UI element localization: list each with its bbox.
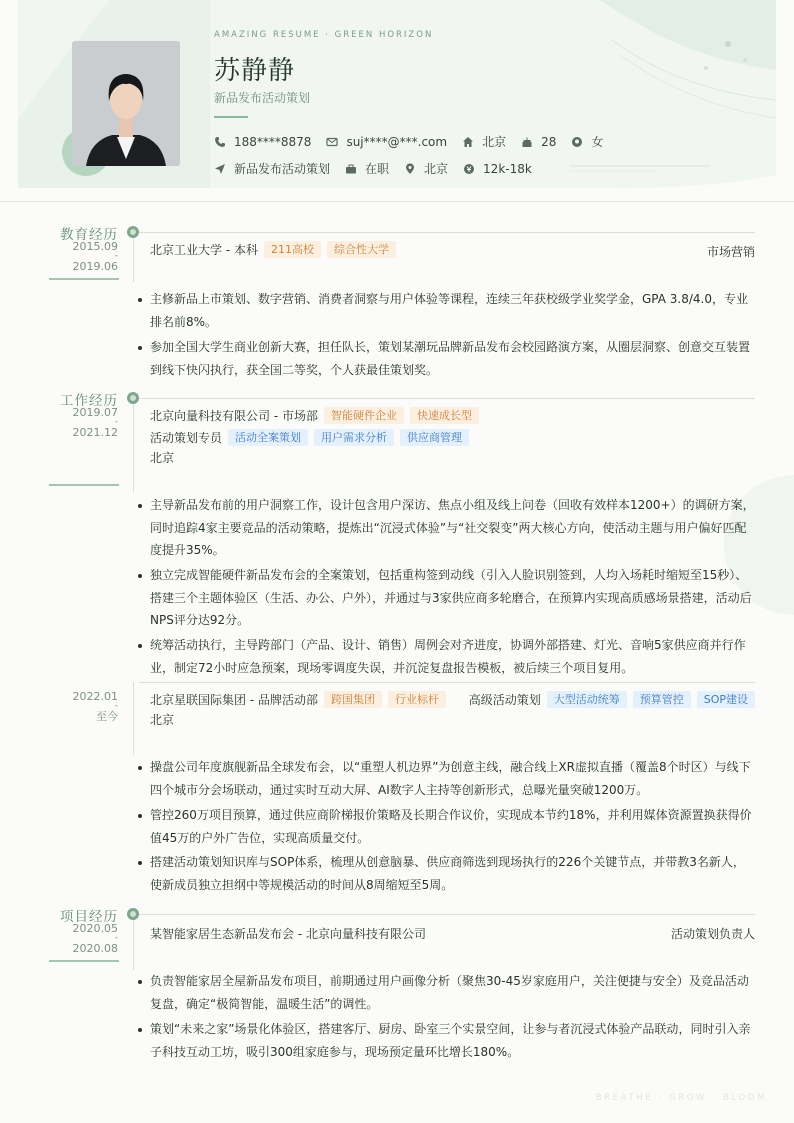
status-item bbox=[345, 160, 389, 177]
work-job2-position-row bbox=[469, 691, 755, 708]
work-underline bbox=[49, 484, 119, 486]
work-job2-company-row bbox=[150, 691, 446, 708]
phone-item bbox=[214, 135, 311, 149]
work-rule bbox=[139, 398, 755, 399]
email-item bbox=[326, 135, 447, 149]
briefcase-icon bbox=[345, 163, 357, 175]
education-timeline-node bbox=[127, 226, 139, 238]
job-intent-row bbox=[214, 160, 547, 177]
cake-icon bbox=[521, 136, 533, 148]
project-bullet: 策划“未来之家”场景化体验区，搭建客厅、厨房、卧室三个实景空间，让参与者沉浸式体验产品联动，同时引入亲子科技互动工坊，吸引300组家庭参与，现场预定量环比增长180%。 bbox=[138, 1018, 756, 1063]
gender-item bbox=[571, 133, 603, 150]
work-job2-date-separator: - bbox=[114, 701, 118, 711]
work-job1-company-tag: 快速成长型 bbox=[410, 407, 479, 424]
education-tag: 211高校 bbox=[264, 241, 321, 258]
project-bullet: 负责智能家居全屋新品发布项目，前期通过用户画像分析（聚焦30-45岁家庭用户，关注便捷与安全）及竞品活动复盘，确定“极简智能，温暖生活”的调性。 bbox=[138, 970, 756, 1015]
education-timeline-line bbox=[133, 238, 134, 282]
project-dates bbox=[36, 923, 118, 954]
salary-text: 12k-18k bbox=[483, 161, 532, 176]
email-text: suj****@***.com bbox=[346, 134, 448, 149]
project-name: 某智能家居生态新品发布会 - 北京向量科技有限公司 bbox=[150, 927, 426, 941]
work-job2-skill-tag: 预算管控 bbox=[633, 691, 691, 708]
work-job1-company: 北京向量科技有限公司 - 市场部 bbox=[150, 409, 318, 423]
mail-icon bbox=[326, 136, 338, 148]
education-date-start: 2015.09 bbox=[72, 240, 118, 253]
salary-item bbox=[463, 162, 532, 176]
work-job1-bullet: 主导新品发布前的用户洞察工作，设计包含用户深访、焦点小组及线上问卷（回收有效样本1200+）的调研方案，同时追踪4家主要竞品的活动策略，提炼出“沉浸式体验”与“社交裂变”两大核心方向，使活动主题与用户偏好匹配度提升35%。 bbox=[138, 494, 756, 562]
project-rule bbox=[139, 914, 755, 915]
project-date-end: 2020.08 bbox=[72, 942, 118, 955]
education-major: 市场营销 bbox=[706, 245, 755, 259]
phone-icon bbox=[214, 136, 226, 148]
intent-city-text: 北京 bbox=[424, 162, 449, 176]
education-section-title: 教育经历 bbox=[60, 227, 118, 243]
work-job2-skill-tag: SOP建设 bbox=[697, 691, 755, 708]
phone-text: 188****8878 bbox=[234, 134, 312, 149]
location-pin-icon bbox=[404, 163, 416, 175]
work-job2-city: 北京 bbox=[150, 713, 175, 727]
project-timeline-line bbox=[133, 920, 134, 970]
age-item bbox=[521, 135, 556, 149]
resume-tagline: AMAZING RESUME · GREEN HORIZON bbox=[214, 30, 434, 40]
work-job1-city: 北京 bbox=[150, 451, 175, 465]
work-job1-date-end: 2021.12 bbox=[72, 426, 118, 439]
work-job1-date-separator: - bbox=[114, 417, 118, 427]
home-item bbox=[462, 133, 506, 150]
work-job2-date-start: 2022.01 bbox=[72, 690, 118, 703]
work-job2-position: 高级活动策划 bbox=[468, 693, 541, 707]
education-date-separator: - bbox=[114, 251, 118, 261]
work-job2-dates bbox=[36, 691, 118, 722]
work-job2-company-tag: 跨国集团 bbox=[324, 691, 382, 708]
salary-coin-icon bbox=[463, 163, 475, 175]
footer-motto: BREATHE · GROW · BLOOM bbox=[595, 1093, 767, 1103]
send-icon bbox=[214, 163, 226, 175]
work-job1-dates bbox=[36, 407, 118, 438]
work-job1-timeline-line bbox=[133, 404, 134, 492]
work-job2-rule bbox=[139, 682, 755, 683]
status-text: 在职 bbox=[365, 162, 390, 176]
work-job1-bullet: 统筹活动执行，主导跨部门（产品、设计、销售）周例会对齐进度，协调外部搭建、灯光、音响5家供应商并行作业，制定72小时应急预案，现场零调度失误，并沉淀复盘报告模板，被后续三个项目复用。 bbox=[138, 634, 756, 679]
education-bullet: 参加全国大学生商业创新大赛，担任队长，策划某潮玩品牌新品发布会校园路演方案，从圈层洞察、创意交互装置到线下快闪执行，获全国二等奖，个人获最佳策划奖。 bbox=[138, 336, 756, 381]
work-section-title: 工作经历 bbox=[60, 393, 118, 409]
project-role: 活动策划负责人 bbox=[670, 927, 755, 941]
intent-position-text: 新品发布活动策划 bbox=[234, 162, 331, 176]
gender-text: 女 bbox=[591, 135, 604, 149]
candidate-name: 苏静静 bbox=[214, 56, 296, 86]
work-job1-position: 活动策划专员 bbox=[150, 431, 223, 445]
work-job1-position-row bbox=[150, 429, 469, 446]
education-tag: 综合性大学 bbox=[327, 241, 396, 258]
work-timeline-node bbox=[127, 392, 139, 404]
age-text: 28 bbox=[541, 134, 557, 149]
project-underline bbox=[49, 960, 119, 962]
work-job2-company-tag: 行业标杆 bbox=[388, 691, 446, 708]
work-job1-skill-tag: 活动全案策划 bbox=[228, 429, 308, 446]
work-job1-bullet: 独立完成智能硬件新品发布会的全案策划，包括重构签到动线（引入人脸识别签到，人均入场耗时缩短至15秒）、搭建三个主题体验区（生活、办公、户外），并通过与3家供应商多轮磨合，在预算内实现高质感场景搭建，活动后NPS评分达92分。 bbox=[138, 564, 756, 632]
work-job2-date-end: 至今 bbox=[96, 710, 118, 723]
intent-position-item bbox=[214, 160, 330, 177]
education-school-row bbox=[150, 241, 396, 258]
candidate-subtitle: 新品发布活动策划 bbox=[214, 91, 311, 105]
work-job2-bullet: 管控260万项目预算，通过供应商阶梯报价策略及长期合作议价，实现成本节约18%，并利用媒体资源置换获得价值45万的户外广告位，实现高质量交付。 bbox=[138, 804, 756, 849]
gender-icon bbox=[571, 136, 583, 148]
education-rule bbox=[139, 232, 755, 233]
education-date-end: 2019.06 bbox=[72, 260, 118, 273]
work-job1-skill-tag: 用户需求分析 bbox=[314, 429, 394, 446]
work-job1-company-tag: 智能硬件企业 bbox=[324, 407, 404, 424]
work-job1-date-start: 2019.07 bbox=[72, 406, 118, 419]
home-icon bbox=[462, 136, 474, 148]
work-job1-skill-tag: 供应商管理 bbox=[400, 429, 469, 446]
project-section-title: 项目经历 bbox=[60, 909, 118, 925]
project-timeline-node bbox=[127, 908, 139, 920]
intent-city-item bbox=[404, 160, 448, 177]
work-job2-company: 北京星联国际集团 - 品牌活动部 bbox=[150, 693, 318, 707]
work-job2-bullet: 操盘公司年度旗舰新品全球发布会，以“重塑人机边界”为创意主线，融合线上XR虚拟直播（覆盖8个时区）与线下四个城市分会场联动，通过实时互动大屏、AI数字人主持等创新形式，总曝光量突破1200万。 bbox=[138, 756, 756, 801]
work-job1-company-row bbox=[150, 407, 479, 424]
home-text: 北京 bbox=[482, 135, 507, 149]
work-job2-skill-tag: 大型活动统筹 bbox=[547, 691, 627, 708]
education-underline bbox=[49, 278, 119, 280]
project-date-separator: - bbox=[114, 933, 118, 943]
contact-info-row bbox=[214, 133, 618, 150]
project-date-start: 2020.05 bbox=[72, 922, 118, 935]
education-school: 北京工业大学 - 本科 bbox=[150, 243, 258, 257]
profile-photo bbox=[72, 41, 180, 166]
education-bullet: 主修新品上市策划、数字营销、消费者洞察与用户体验等课程，连续三年获校级学业奖学金，GPA 3.8/4.0，专业排名前8%。 bbox=[138, 288, 756, 333]
work-job2-timeline-line bbox=[133, 682, 134, 755]
accent-bar bbox=[214, 116, 248, 118]
header-divider bbox=[0, 201, 794, 202]
work-job2-bullet: 搭建活动策划知识库与SOP体系，梳理从创意脑暴、供应商筛选到现场执行的226个关键节点，并带教3名新人，使新成员独立担纲中等规模活动的时间从8周缩短至5周。 bbox=[138, 851, 756, 896]
education-dates bbox=[36, 241, 118, 272]
